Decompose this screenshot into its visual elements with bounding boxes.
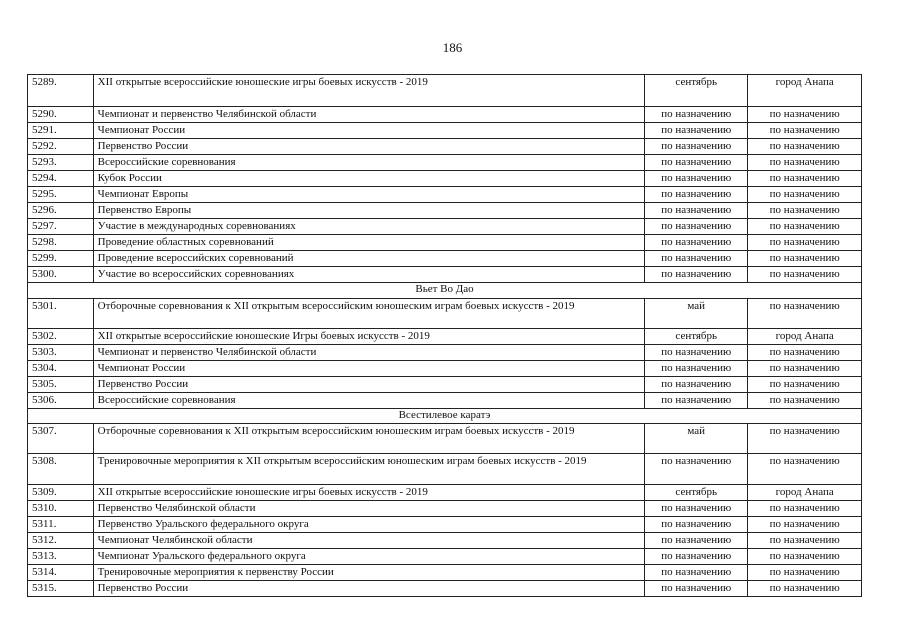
event-date: по назначению: [645, 377, 748, 393]
table-row: [28, 549, 862, 565]
event-name: Всероссийские соревнования: [93, 393, 644, 409]
event-place: по назначению: [748, 267, 862, 283]
table-row: [28, 203, 862, 219]
event-date: по назначению: [645, 251, 748, 267]
event-name: Отборочные соревнования к XII открытым всероссийским юношеским играм боевых искусств - 2019: [93, 299, 644, 329]
row-number: 5303.: [28, 345, 94, 361]
event-date: по назначению: [645, 171, 748, 187]
table-row: [28, 377, 862, 393]
event-name: Первенство Уральского федерального округа: [93, 517, 644, 533]
row-number: 5315.: [28, 581, 94, 597]
event-date: по назначению: [645, 581, 748, 597]
event-date: по назначению: [645, 203, 748, 219]
event-place: город Анапа: [748, 329, 862, 345]
row-number: 5309.: [28, 485, 94, 501]
event-name: Чемпионат России: [93, 123, 644, 139]
event-date: по назначению: [645, 219, 748, 235]
event-date: сентябрь: [645, 485, 748, 501]
event-name: Первенство России: [93, 377, 644, 393]
table-row: [28, 75, 862, 107]
row-number: 5310.: [28, 501, 94, 517]
table-row: [28, 424, 862, 454]
row-number: 5313.: [28, 549, 94, 565]
event-place: по назначению: [748, 235, 862, 251]
row-number: 5289.: [28, 75, 94, 107]
row-number: 5297.: [28, 219, 94, 235]
event-date: май: [645, 299, 748, 329]
event-date: по назначению: [645, 533, 748, 549]
event-date: по назначению: [645, 187, 748, 203]
table-row: [28, 123, 862, 139]
table-row: [28, 187, 862, 203]
table-row: [28, 454, 862, 485]
event-date: по назначению: [645, 393, 748, 409]
row-number: 5301.: [28, 299, 94, 329]
event-date: по назначению: [645, 139, 748, 155]
event-name: Проведение всероссийских соревнований: [93, 251, 644, 267]
row-number: 5314.: [28, 565, 94, 581]
table-row: [28, 299, 862, 329]
event-name: Кубок России: [93, 171, 644, 187]
row-number: 5299.: [28, 251, 94, 267]
table-row: [28, 485, 862, 501]
event-place: по назначению: [748, 299, 862, 329]
event-place: по назначению: [748, 581, 862, 597]
event-name: Чемпионат и первенство Челябинской области: [93, 345, 644, 361]
event-place: по назначению: [748, 251, 862, 267]
event-date: по назначению: [645, 155, 748, 171]
event-name: Чемпионат Челябинской области: [93, 533, 644, 549]
event-place: по назначению: [748, 123, 862, 139]
event-name: Тренировочные мероприятия к XII открытым всероссийским юношеским играм боевых искусств - 2019: [93, 454, 644, 485]
event-name: Первенство России: [93, 581, 644, 597]
row-number: 5298.: [28, 235, 94, 251]
row-number: 5300.: [28, 267, 94, 283]
event-name: Чемпионат Уральского федерального округа: [93, 549, 644, 565]
row-number: 5305.: [28, 377, 94, 393]
event-place: по назначению: [748, 549, 862, 565]
table-row: [28, 171, 862, 187]
event-place: город Анапа: [748, 75, 862, 107]
event-name: Отборочные соревнования к XII открытым всероссийским юношеским играм боевых искусств - 2019: [93, 424, 644, 454]
event-name: Первенство Челябинской области: [93, 501, 644, 517]
table-row: [28, 139, 862, 155]
row-number: 5294.: [28, 171, 94, 187]
section-title: Всестилевое каратэ: [28, 409, 862, 424]
table-row: [28, 581, 862, 597]
table-row: [28, 565, 862, 581]
event-place: по назначению: [748, 187, 862, 203]
row-number: 5311.: [28, 517, 94, 533]
event-place: по назначению: [748, 345, 862, 361]
event-place: по назначению: [748, 517, 862, 533]
event-name: Участие во всероссийских соревнованиях: [93, 267, 644, 283]
section-header-row: [28, 283, 862, 299]
table-row: [28, 533, 862, 549]
event-date: по назначению: [645, 565, 748, 581]
event-place: по назначению: [748, 107, 862, 123]
event-place: по назначению: [748, 203, 862, 219]
event-date: по назначению: [645, 361, 748, 377]
event-name: Всероссийские соревнования: [93, 155, 644, 171]
table-row: [28, 155, 862, 171]
event-name: XII открытые всероссийские юношеские игры боевых искусств - 2019: [93, 75, 644, 107]
table-row: [28, 329, 862, 345]
section-header-row: [28, 409, 862, 424]
row-number: 5296.: [28, 203, 94, 219]
row-number: 5293.: [28, 155, 94, 171]
row-number: 5307.: [28, 424, 94, 454]
event-place: по назначению: [748, 393, 862, 409]
table-row: [28, 345, 862, 361]
event-place: по назначению: [748, 171, 862, 187]
event-name: XII открытые всероссийские юношеские игры боевых искусств - 2019: [93, 485, 644, 501]
event-place: по назначению: [748, 533, 862, 549]
event-date: сентябрь: [645, 329, 748, 345]
table-row: [28, 501, 862, 517]
row-number: 5304.: [28, 361, 94, 377]
row-number: 5302.: [28, 329, 94, 345]
table-row: [28, 517, 862, 533]
event-name: Тренировочные мероприятия к первенству России: [93, 565, 644, 581]
events-table: [27, 74, 862, 597]
event-date: по назначению: [645, 549, 748, 565]
event-place: по назначению: [748, 424, 862, 454]
event-name: Первенство Европы: [93, 203, 644, 219]
table-row: [28, 267, 862, 283]
event-name: Участие в международных соревнованиях: [93, 219, 644, 235]
row-number: 5292.: [28, 139, 94, 155]
table-row: [28, 235, 862, 251]
row-number: 5291.: [28, 123, 94, 139]
section-title: Вьет Во Дао: [28, 283, 862, 299]
event-date: май: [645, 424, 748, 454]
event-date: по назначению: [645, 501, 748, 517]
event-place: по назначению: [748, 454, 862, 485]
event-place: по назначению: [748, 139, 862, 155]
table-row: [28, 219, 862, 235]
row-number: 5312.: [28, 533, 94, 549]
event-name: Чемпионат Европы: [93, 187, 644, 203]
event-place: по назначению: [748, 377, 862, 393]
event-date: по назначению: [645, 454, 748, 485]
event-date: по назначению: [645, 123, 748, 139]
row-number: 5308.: [28, 454, 94, 485]
event-date: по назначению: [645, 107, 748, 123]
event-date: по назначению: [645, 267, 748, 283]
event-place: город Анапа: [748, 485, 862, 501]
event-place: по назначению: [748, 361, 862, 377]
event-name: Чемпионат России: [93, 361, 644, 377]
event-place: по назначению: [748, 155, 862, 171]
event-name: Первенство России: [93, 139, 644, 155]
event-name: Проведение областных соревнований: [93, 235, 644, 251]
table-row: [28, 361, 862, 377]
event-name: XII открытые всероссийские юношеские Игры боевых искусств - 2019: [93, 329, 644, 345]
event-date: по назначению: [645, 235, 748, 251]
event-date: по назначению: [645, 517, 748, 533]
table-row: [28, 107, 862, 123]
table-row: [28, 393, 862, 409]
event-date: сентябрь: [645, 75, 748, 107]
table-row: [28, 251, 862, 267]
event-place: по назначению: [748, 219, 862, 235]
event-place: по назначению: [748, 501, 862, 517]
event-name: Чемпионат и первенство Челябинской области: [93, 107, 644, 123]
row-number: 5290.: [28, 107, 94, 123]
event-date: по назначению: [645, 345, 748, 361]
row-number: 5295.: [28, 187, 94, 203]
page-number: 186: [442, 40, 463, 55]
event-place: по назначению: [748, 565, 862, 581]
row-number: 5306.: [28, 393, 94, 409]
